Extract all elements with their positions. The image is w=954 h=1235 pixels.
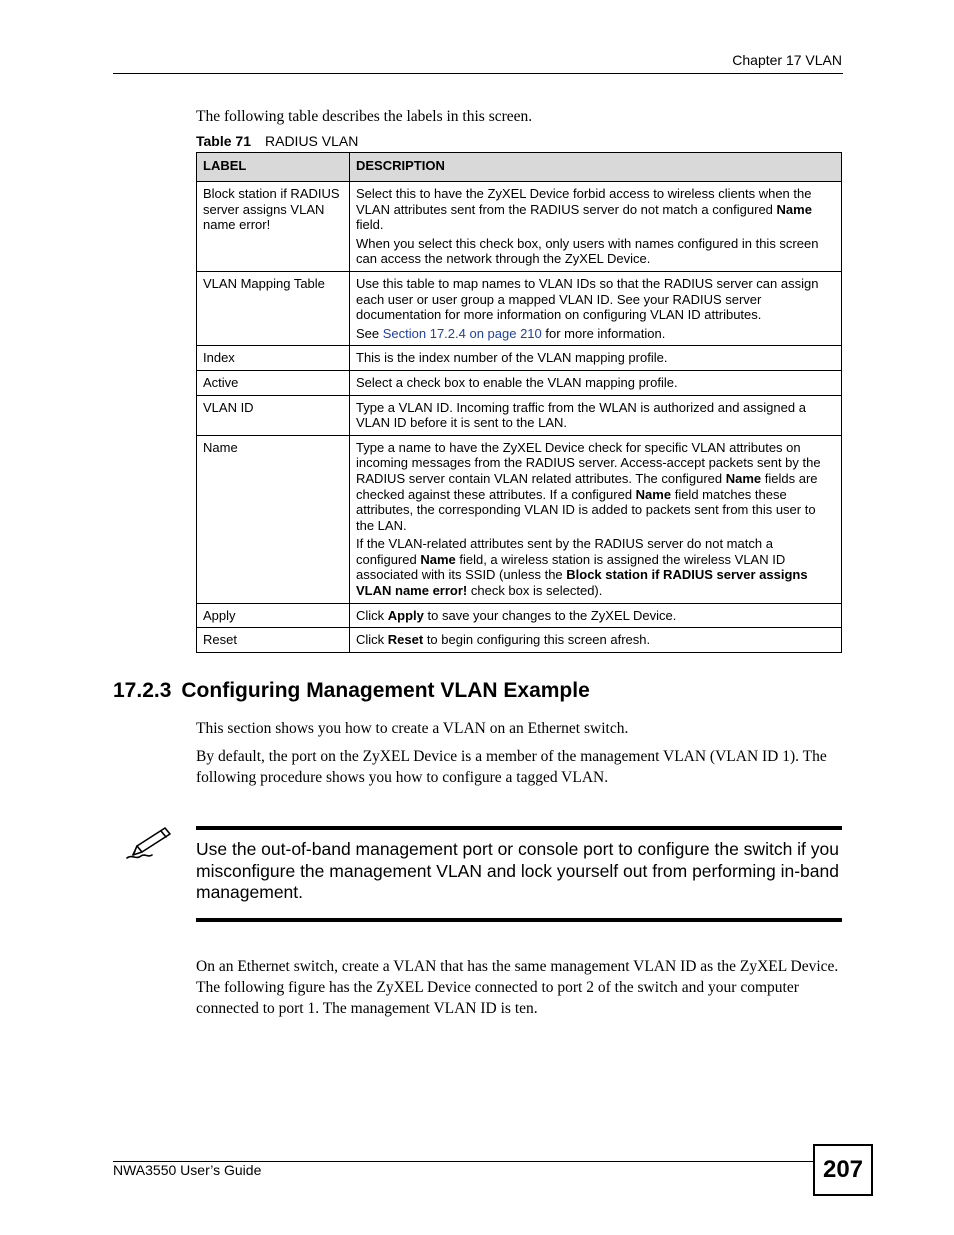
- row-label: Active: [197, 370, 350, 395]
- table-row: [197, 395, 842, 435]
- body-paragraph: This section shows you how to create a VLAN on an Ethernet switch.: [196, 720, 629, 737]
- row-label: Apply: [197, 603, 350, 628]
- table-row: [197, 603, 842, 628]
- table-row: [197, 628, 842, 653]
- body-paragraph: On an Ethernet switch, create a VLAN that has the same management VLAN ID as the ZyXEL Device. The following figure has the ZyXEL Device connected to port 2 of the switch and your computer connected to port 1. The management VLAN ID is ten.: [196, 958, 839, 1017]
- row-label: Index: [197, 346, 350, 371]
- row-description: Type a VLAN ID. Incoming traffic from the WLAN is authorized and assigned a VLAN ID before it is sent to the LAN.: [350, 395, 842, 435]
- row-label: VLAN Mapping Table: [197, 271, 350, 345]
- intro-text: The following table describes the labels in this screen.: [196, 108, 533, 125]
- description-table: [196, 152, 842, 653]
- row-description: Select a check box to enable the VLAN mapping profile.: [350, 370, 842, 395]
- guide-title: NWA3550 User’s Guide: [113, 1162, 262, 1178]
- row-description: Click Apply to save your changes to the ZyXEL Device.: [350, 603, 842, 628]
- table-row: [197, 182, 842, 272]
- table-title: RADIUS VLAN: [265, 133, 359, 149]
- row-label: VLAN ID: [197, 395, 350, 435]
- row-description: Use this table to map names to VLAN IDs so that the RADIUS server can assign each user or user group a mapped VLAN ID. See your RADIUS server documentation for more information on configuring VLAN ID attributes. See Section 17.2.4 on page 210 for more information.: [350, 271, 842, 345]
- body-paragraph: By default, the port on the ZyXEL Device is a member of the management VLAN (VLAN ID 1). The following procedure shows you how to configure a tagged VLAN.: [196, 748, 827, 786]
- table-number: Table 71: [196, 133, 251, 149]
- table-row: [197, 370, 842, 395]
- table-row: [197, 435, 842, 603]
- table-header-row: [197, 153, 842, 182]
- section-number: 17.2.3: [113, 679, 172, 702]
- table-row: [197, 346, 842, 371]
- table-row: [197, 271, 842, 345]
- row-description: Click Reset to begin configuring this screen afresh.: [350, 628, 842, 653]
- row-description: Type a name to have the ZyXEL Device check for specific VLAN attributes on incoming messages from the RADIUS server. Access-accept packets sent by the RADIUS server contain VLAN related attributes. The configured Name fields are checked against these attributes. If a configured Name field matches these attributes, the corresponding VLAN ID is added to packets sent from this user to the LAN. If the VLAN-related attributes sent by the RADIUS server do not match a configured Name field, a wireless station is assigned the wireless VLAN ID associated with its SSID (unless the Block station if RADIUS server assigns VLAN name error! check box is selected).: [350, 435, 842, 603]
- note-rule-bottom: [196, 918, 842, 922]
- label-column-header: LABEL: [197, 153, 350, 182]
- section-link[interactable]: Section 17.2.4 on page 210: [382, 325, 542, 341]
- description-column-header: DESCRIPTION: [350, 153, 842, 182]
- note-text: Use the out-of-band management port or console port to configure the switch if you misconfigure the management VLAN and lock yourself out from performing in-band management.: [196, 839, 839, 902]
- chapter-header: Chapter 17 VLAN: [732, 52, 842, 68]
- section-heading: [113, 679, 590, 703]
- pencil-icon: [124, 825, 174, 861]
- note-rule-top: [196, 826, 842, 830]
- row-description: Select this to have the ZyXEL Device forbid access to wireless clients when the VLAN attributes sent from the RADIUS server do not match a configured Name field. When you select this check box, only users with names configured in this screen can access the network through the ZyXEL Device.: [350, 182, 842, 272]
- table-caption: [196, 133, 358, 149]
- row-description: This is the index number of the VLAN mapping profile.: [350, 346, 842, 371]
- page-number: 207: [813, 1144, 873, 1196]
- section-title: Configuring Management VLAN Example: [181, 679, 590, 702]
- header-rule: [113, 73, 843, 74]
- row-label: Name: [197, 435, 350, 603]
- row-label: Block station if RADIUS server assigns VLAN name error!: [197, 182, 350, 272]
- row-label: Reset: [197, 628, 350, 653]
